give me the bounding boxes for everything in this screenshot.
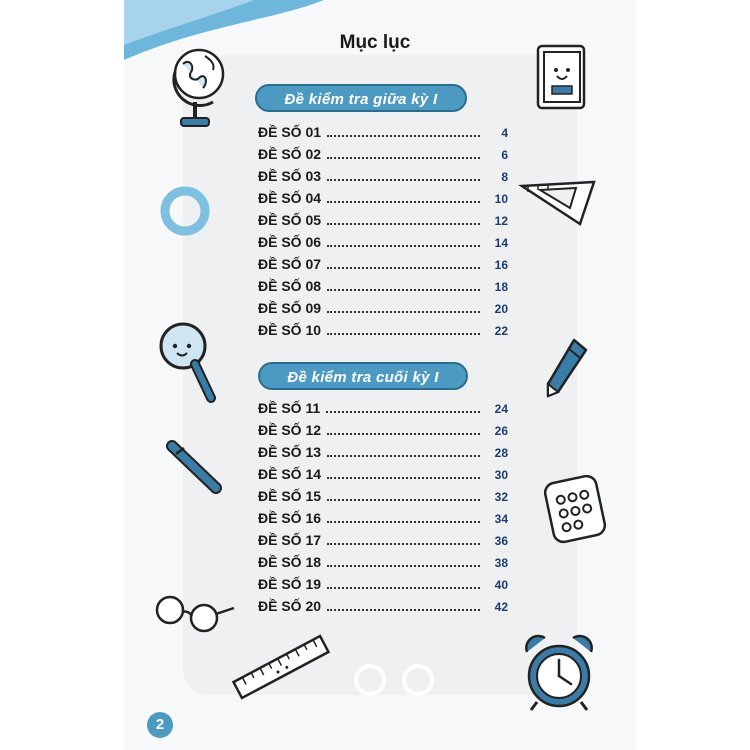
toc-entry[interactable]: ĐỀ SỐ 03 8 <box>258 168 508 184</box>
glasses-icon <box>152 588 238 634</box>
alarm-clock-icon <box>517 630 601 714</box>
pen-icon <box>166 440 222 496</box>
toc-entry[interactable]: ĐỀ SỐ 01 4 <box>258 124 508 140</box>
toc-entry[interactable]: ĐỀ SỐ 15 32 <box>258 488 508 504</box>
toc-entry[interactable]: ĐỀ SỐ 10 22 <box>258 322 508 338</box>
section-heading-midterm: Đề kiểm tra giữa kỳ I <box>255 84 467 112</box>
toc-entry[interactable]: ĐỀ SỐ 17 36 <box>258 532 508 548</box>
toc-entry[interactable]: ĐỀ SỐ 08 18 <box>258 278 508 294</box>
set-square-icon <box>518 178 598 228</box>
toc-entry[interactable]: ĐỀ SỐ 13 28 <box>258 444 508 460</box>
toc-entry[interactable]: ĐỀ SỐ 20 42 <box>258 598 508 614</box>
toc-entry[interactable]: ĐỀ SỐ 07 16 <box>258 256 508 272</box>
toc-entry[interactable]: ĐỀ SỐ 06 14 <box>258 234 508 250</box>
section-heading-final: Đề kiểm tra cuối kỳ I <box>258 362 468 390</box>
toc-entry[interactable]: ĐỀ SỐ 05 12 <box>258 212 508 228</box>
toc-entry[interactable]: ĐỀ SỐ 14 30 <box>258 466 508 482</box>
ruler-icon <box>228 636 334 698</box>
page-title: Mục lục <box>339 32 411 53</box>
tablet-button-left <box>354 664 386 696</box>
toc-entry[interactable]: ĐỀ SỐ 16 34 <box>258 510 508 526</box>
toc-entry[interactable]: ĐỀ SỐ 12 26 <box>258 422 508 438</box>
toc-entry[interactable]: ĐỀ SỐ 18 38 <box>258 554 508 570</box>
toc-entry[interactable]: ĐỀ SỐ 02 6 <box>258 146 508 162</box>
calculator-icon <box>543 475 607 543</box>
pencil-icon <box>544 336 590 400</box>
globe-icon <box>165 42 227 130</box>
book-icon <box>530 40 592 112</box>
magnifier-icon <box>155 318 217 404</box>
tablet-button-right <box>402 664 434 696</box>
page-number: 2 <box>147 712 173 738</box>
toc-entry[interactable]: ĐỀ SỐ 19 40 <box>258 576 508 592</box>
toc-entry[interactable]: ĐỀ SỐ 09 20 <box>258 300 508 316</box>
toc-entry[interactable]: ĐỀ SỐ 11 24 <box>258 400 508 416</box>
ring-icon <box>157 183 213 239</box>
toc-entry[interactable]: ĐỀ SỐ 04 10 <box>258 190 508 206</box>
